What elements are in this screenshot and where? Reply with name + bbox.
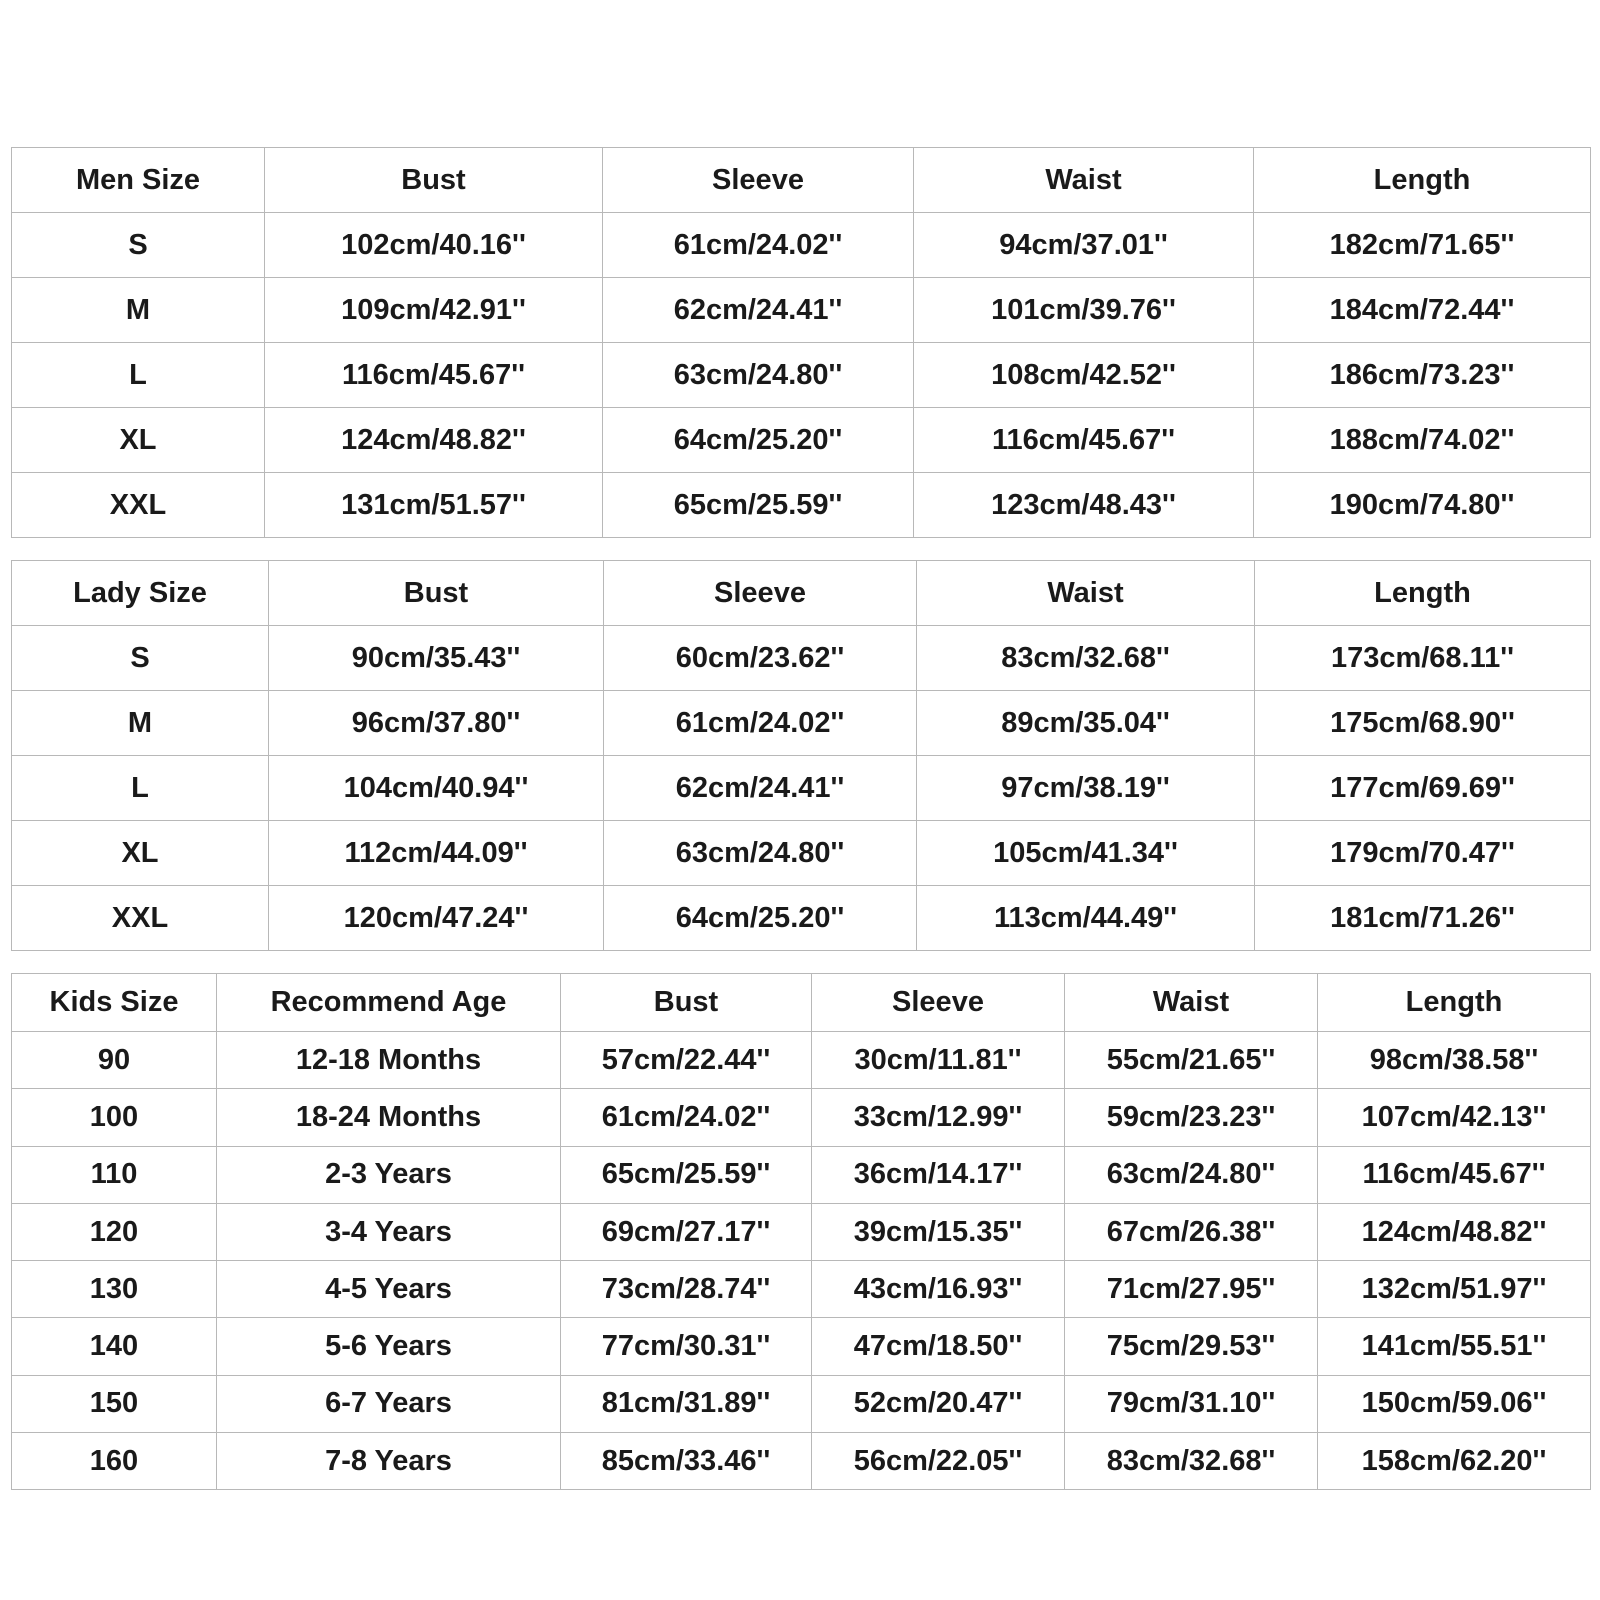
bust-cell: 112cm/44.09'' <box>269 821 604 886</box>
sleeve-cell: 60cm/23.62'' <box>604 626 917 691</box>
sleeve-cell: 56cm/22.05'' <box>812 1433 1065 1490</box>
length-cell: 150cm/59.06'' <box>1318 1375 1591 1432</box>
lady-header-waist: Waist <box>917 561 1255 626</box>
sleeve-cell: 63cm/24.80'' <box>604 821 917 886</box>
bust-cell: 85cm/33.46'' <box>561 1433 812 1490</box>
length-cell: 107cm/42.13'' <box>1318 1089 1591 1146</box>
table-row <box>12 1146 1591 1203</box>
waist-cell: 94cm/37.01'' <box>914 213 1254 278</box>
sleeve-cell: 43cm/16.93'' <box>812 1261 1065 1318</box>
kids-header-age: Recommend Age <box>217 974 561 1032</box>
bust-cell: 77cm/30.31'' <box>561 1318 812 1375</box>
men-header-length: Length <box>1254 148 1591 213</box>
sleeve-cell: 62cm/24.41'' <box>603 278 914 343</box>
age-cell: 5-6 Years <box>217 1318 561 1375</box>
table-row <box>12 213 1591 278</box>
lady-header-sleeve: Sleeve <box>604 561 917 626</box>
waist-cell: 97cm/38.19'' <box>917 756 1255 821</box>
sleeve-cell: 61cm/24.02'' <box>604 691 917 756</box>
men-header-waist: Waist <box>914 148 1254 213</box>
men-header-sleeve: Sleeve <box>603 148 914 213</box>
length-cell: 158cm/62.20'' <box>1318 1433 1591 1490</box>
kids-header-length: Length <box>1318 974 1591 1032</box>
bust-cell: 96cm/37.80'' <box>269 691 604 756</box>
bust-cell: 90cm/35.43'' <box>269 626 604 691</box>
men-header-row <box>12 148 1591 213</box>
kids-header-bust: Bust <box>561 974 812 1032</box>
kids-header-waist: Waist <box>1065 974 1318 1032</box>
waist-cell: 89cm/35.04'' <box>917 691 1255 756</box>
table-row <box>12 408 1591 473</box>
age-cell: 6-7 Years <box>217 1375 561 1432</box>
waist-cell: 67cm/26.38'' <box>1065 1203 1318 1260</box>
waist-cell: 123cm/48.43'' <box>914 473 1254 538</box>
bust-cell: 124cm/48.82'' <box>265 408 603 473</box>
bust-cell: 65cm/25.59'' <box>561 1146 812 1203</box>
sleeve-cell: 39cm/15.35'' <box>812 1203 1065 1260</box>
length-cell: 175cm/68.90'' <box>1255 691 1591 756</box>
size-cell: L <box>12 343 265 408</box>
waist-cell: 83cm/32.68'' <box>1065 1433 1318 1490</box>
table-row <box>12 278 1591 343</box>
kids-header-row <box>12 974 1591 1032</box>
size-cell: 140 <box>12 1318 217 1375</box>
sleeve-cell: 47cm/18.50'' <box>812 1318 1065 1375</box>
length-cell: 190cm/74.80'' <box>1254 473 1591 538</box>
sleeve-cell: 62cm/24.41'' <box>604 756 917 821</box>
waist-cell: 83cm/32.68'' <box>917 626 1255 691</box>
table-row <box>12 473 1591 538</box>
lady-header-length: Length <box>1255 561 1591 626</box>
bust-cell: 120cm/47.24'' <box>269 886 604 951</box>
men-size-table <box>11 147 1591 538</box>
size-cell: 120 <box>12 1203 217 1260</box>
size-cell: XL <box>12 408 265 473</box>
length-cell: 116cm/45.67'' <box>1318 1146 1591 1203</box>
lady-header-bust: Bust <box>269 561 604 626</box>
table-row <box>12 1433 1591 1490</box>
table-row <box>12 1261 1591 1318</box>
table-row <box>12 1089 1591 1146</box>
size-cell: 100 <box>12 1089 217 1146</box>
size-cell: XL <box>12 821 269 886</box>
waist-cell: 113cm/44.49'' <box>917 886 1255 951</box>
length-cell: 181cm/71.26'' <box>1255 886 1591 951</box>
waist-cell: 101cm/39.76'' <box>914 278 1254 343</box>
size-cell: S <box>12 626 269 691</box>
sleeve-cell: 64cm/25.20'' <box>604 886 917 951</box>
lady-header-row <box>12 561 1591 626</box>
table-row <box>12 626 1591 691</box>
waist-cell: 63cm/24.80'' <box>1065 1146 1318 1203</box>
size-cell: 110 <box>12 1146 217 1203</box>
bust-cell: 81cm/31.89'' <box>561 1375 812 1432</box>
size-cell: L <box>12 756 269 821</box>
bust-cell: 131cm/51.57'' <box>265 473 603 538</box>
waist-cell: 105cm/41.34'' <box>917 821 1255 886</box>
bust-cell: 57cm/22.44'' <box>561 1032 812 1089</box>
length-cell: 173cm/68.11'' <box>1255 626 1591 691</box>
sleeve-cell: 63cm/24.80'' <box>603 343 914 408</box>
bust-cell: 61cm/24.02'' <box>561 1089 812 1146</box>
size-cell: S <box>12 213 265 278</box>
kids-size-table <box>11 973 1591 1490</box>
waist-cell: 108cm/42.52'' <box>914 343 1254 408</box>
age-cell: 18-24 Months <box>217 1089 561 1146</box>
size-cell: 160 <box>12 1433 217 1490</box>
table-row <box>12 756 1591 821</box>
sleeve-cell: 52cm/20.47'' <box>812 1375 1065 1432</box>
length-cell: 98cm/38.58'' <box>1318 1032 1591 1089</box>
sleeve-cell: 36cm/14.17'' <box>812 1146 1065 1203</box>
table-row <box>12 343 1591 408</box>
length-cell: 184cm/72.44'' <box>1254 278 1591 343</box>
length-cell: 179cm/70.47'' <box>1255 821 1591 886</box>
waist-cell: 116cm/45.67'' <box>914 408 1254 473</box>
waist-cell: 75cm/29.53'' <box>1065 1318 1318 1375</box>
waist-cell: 79cm/31.10'' <box>1065 1375 1318 1432</box>
kids-header-sleeve: Sleeve <box>812 974 1065 1032</box>
waist-cell: 59cm/23.23'' <box>1065 1089 1318 1146</box>
age-cell: 3-4 Years <box>217 1203 561 1260</box>
sleeve-cell: 33cm/12.99'' <box>812 1089 1065 1146</box>
bust-cell: 69cm/27.17'' <box>561 1203 812 1260</box>
age-cell: 12-18 Months <box>217 1032 561 1089</box>
table-row <box>12 1375 1591 1432</box>
bust-cell: 109cm/42.91'' <box>265 278 603 343</box>
length-cell: 177cm/69.69'' <box>1255 756 1591 821</box>
waist-cell: 71cm/27.95'' <box>1065 1261 1318 1318</box>
age-cell: 2-3 Years <box>217 1146 561 1203</box>
age-cell: 4-5 Years <box>217 1261 561 1318</box>
men-header-bust: Bust <box>265 148 603 213</box>
lady-header-size: Lady Size <box>12 561 269 626</box>
size-cell: M <box>12 278 265 343</box>
sleeve-cell: 61cm/24.02'' <box>603 213 914 278</box>
table-row <box>12 1203 1591 1260</box>
lady-size-table <box>11 560 1591 951</box>
table-row <box>12 886 1591 951</box>
size-cell: M <box>12 691 269 756</box>
length-cell: 132cm/51.97'' <box>1318 1261 1591 1318</box>
size-cell: 90 <box>12 1032 217 1089</box>
table-row <box>12 691 1591 756</box>
kids-header-size: Kids Size <box>12 974 217 1032</box>
size-cell: XXL <box>12 886 269 951</box>
table-row <box>12 1318 1591 1375</box>
table-row <box>12 1032 1591 1089</box>
size-cell: XXL <box>12 473 265 538</box>
men-header-size: Men Size <box>12 148 265 213</box>
size-cell: 150 <box>12 1375 217 1432</box>
waist-cell: 55cm/21.65'' <box>1065 1032 1318 1089</box>
sleeve-cell: 64cm/25.20'' <box>603 408 914 473</box>
length-cell: 188cm/74.02'' <box>1254 408 1591 473</box>
bust-cell: 104cm/40.94'' <box>269 756 604 821</box>
table-row <box>12 821 1591 886</box>
sleeve-cell: 30cm/11.81'' <box>812 1032 1065 1089</box>
length-cell: 141cm/55.51'' <box>1318 1318 1591 1375</box>
bust-cell: 102cm/40.16'' <box>265 213 603 278</box>
length-cell: 186cm/73.23'' <box>1254 343 1591 408</box>
size-cell: 130 <box>12 1261 217 1318</box>
length-cell: 182cm/71.65'' <box>1254 213 1591 278</box>
sleeve-cell: 65cm/25.59'' <box>603 473 914 538</box>
age-cell: 7-8 Years <box>217 1433 561 1490</box>
bust-cell: 73cm/28.74'' <box>561 1261 812 1318</box>
length-cell: 124cm/48.82'' <box>1318 1203 1591 1260</box>
bust-cell: 116cm/45.67'' <box>265 343 603 408</box>
